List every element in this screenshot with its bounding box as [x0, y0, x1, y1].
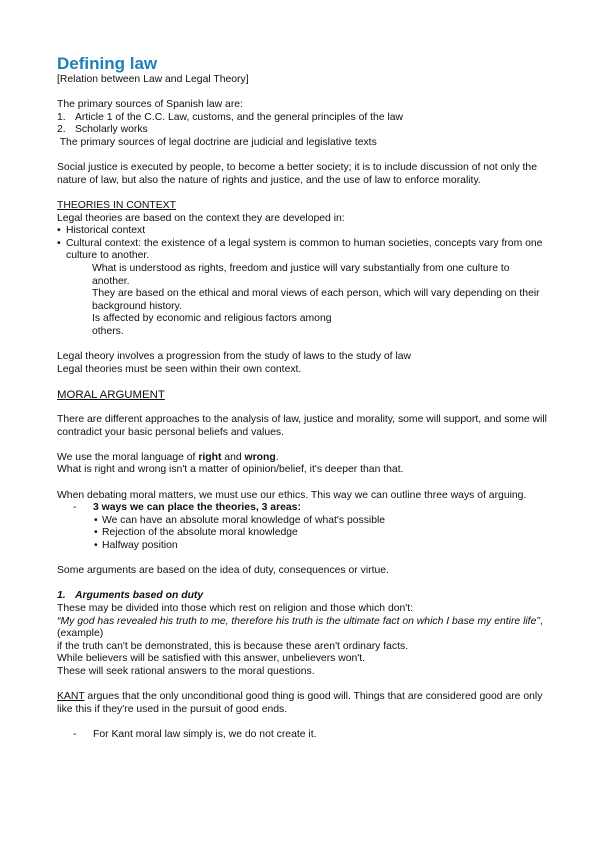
- divided-line: These may be divided into those which rest on religion and those which don't:: [57, 602, 414, 614]
- dash-item: [57, 729, 547, 742]
- page-title: Defining law: [57, 54, 158, 73]
- kant-paragraph: [57, 691, 547, 716]
- dash-item: [57, 502, 547, 515]
- duty-title: Arguments based on duty: [75, 590, 204, 602]
- sub-item: They are based on the ethical and moral views of each person, which will vary depending on their background history.: [92, 288, 540, 312]
- wrong-word: wrong: [244, 451, 276, 463]
- sub-item: others.: [92, 325, 124, 337]
- sub-item: What is understood as rights, freedom and justice will vary substantially from one culture to another.: [92, 262, 510, 287]
- deeper-line: What is right and wrong isn't a matter of opinion/belief, it's deeper than that.: [57, 464, 404, 476]
- debating-paragraph: When debating moral matters, we must use our ethics. This way we can outline three ways of arguing.: [57, 489, 527, 501]
- cant-line: if the truth can't be demonstrated, this is because these aren't ordinary facts.: [57, 640, 409, 652]
- list-item: [57, 112, 547, 125]
- duty-heading: [57, 590, 547, 603]
- progression-line: Legal theory involves a progression from the study of laws to the study of law: [57, 351, 412, 363]
- theories-intro: Legal theories are based on the context they are developed in:: [57, 212, 345, 224]
- bullet-item: • Historical context: [57, 225, 547, 238]
- example-note: , (example): [57, 615, 543, 640]
- list-text: Article 1 of the C.C. Law, customs, and the general principles of the law: [75, 111, 404, 123]
- period: .: [275, 451, 279, 463]
- moral-language-line: [57, 452, 547, 465]
- quote-paragraph: [57, 616, 547, 641]
- kant-name: KANT: [57, 691, 85, 703]
- theories-heading: THEORIES IN CONTEXT: [57, 199, 176, 211]
- list-text: Scholarly works: [75, 124, 148, 136]
- quote-text: “My god has revealed his truth to me, therefore his truth is the ultimate fact on which I base my entire life”: [57, 615, 540, 627]
- context-line: Legal theories must be seen within their own context.: [57, 363, 302, 375]
- list-number: 2.: [57, 124, 66, 136]
- bullet-item: • Cultural context: the existence of a legal system is common to human societies, concepts vary from one culture to another.: [57, 238, 547, 263]
- right-word: right: [198, 451, 222, 463]
- bullet-item: • We can have an absolute moral knowledge of what's possible: [57, 515, 547, 528]
- approaches-paragraph: There are different approaches to the analysis of law, justice and morality, some will support, and some will contradict your basic personal beliefs and values.: [57, 414, 547, 438]
- three-ways-heading: 3 ways we can place the theories, 3 areas:: [93, 502, 301, 514]
- document-page: [57, 54, 547, 741]
- bullet-item: • Rejection of the absolute moral knowledge: [57, 527, 547, 540]
- legal-doctrine-line: The primary sources of legal doctrine are judicial and legislative texts: [57, 136, 377, 148]
- list-item: [57, 124, 547, 137]
- bullet-item: • Halfway position: [57, 540, 547, 553]
- arguments-based-line: Some arguments are based on the idea of duty, consequences or virtue.: [57, 565, 389, 577]
- social-justice-paragraph: Social justice is executed by people, to become a better society; it is to include discussion of not only the nature of law, but also the nature of rights and justice, and the use of law to enforce morality.: [57, 162, 537, 186]
- kant-text: argues that the only unconditional good thing is good will. Things that are considered good are only like this if they're used in the pursuit of good ends.: [57, 691, 543, 715]
- moral-language-text: We use the moral language of: [57, 451, 199, 463]
- moral-heading: MORAL ARGUMENT: [57, 388, 165, 401]
- list-number: 1.: [57, 111, 66, 123]
- primary-sources-intro: The primary sources of Spanish law are:: [57, 99, 243, 111]
- and-word: and: [221, 451, 245, 463]
- rational-line: These will seek rational answers to the moral questions.: [57, 665, 315, 677]
- page-subtitle: [Relation between Law and Legal Theory]: [57, 74, 249, 85]
- kant-law-line: For Kant moral law simply is, we do not create it.: [93, 728, 317, 740]
- sub-item: Is affected by economic and religious factors among: [92, 313, 332, 325]
- duty-number: 1.: [57, 590, 66, 602]
- dash-mark: -: [73, 728, 77, 740]
- dash-mark: -: [73, 502, 77, 514]
- believers-line: While believers will be satisfied with this answer, unbelievers won't.: [57, 653, 366, 665]
